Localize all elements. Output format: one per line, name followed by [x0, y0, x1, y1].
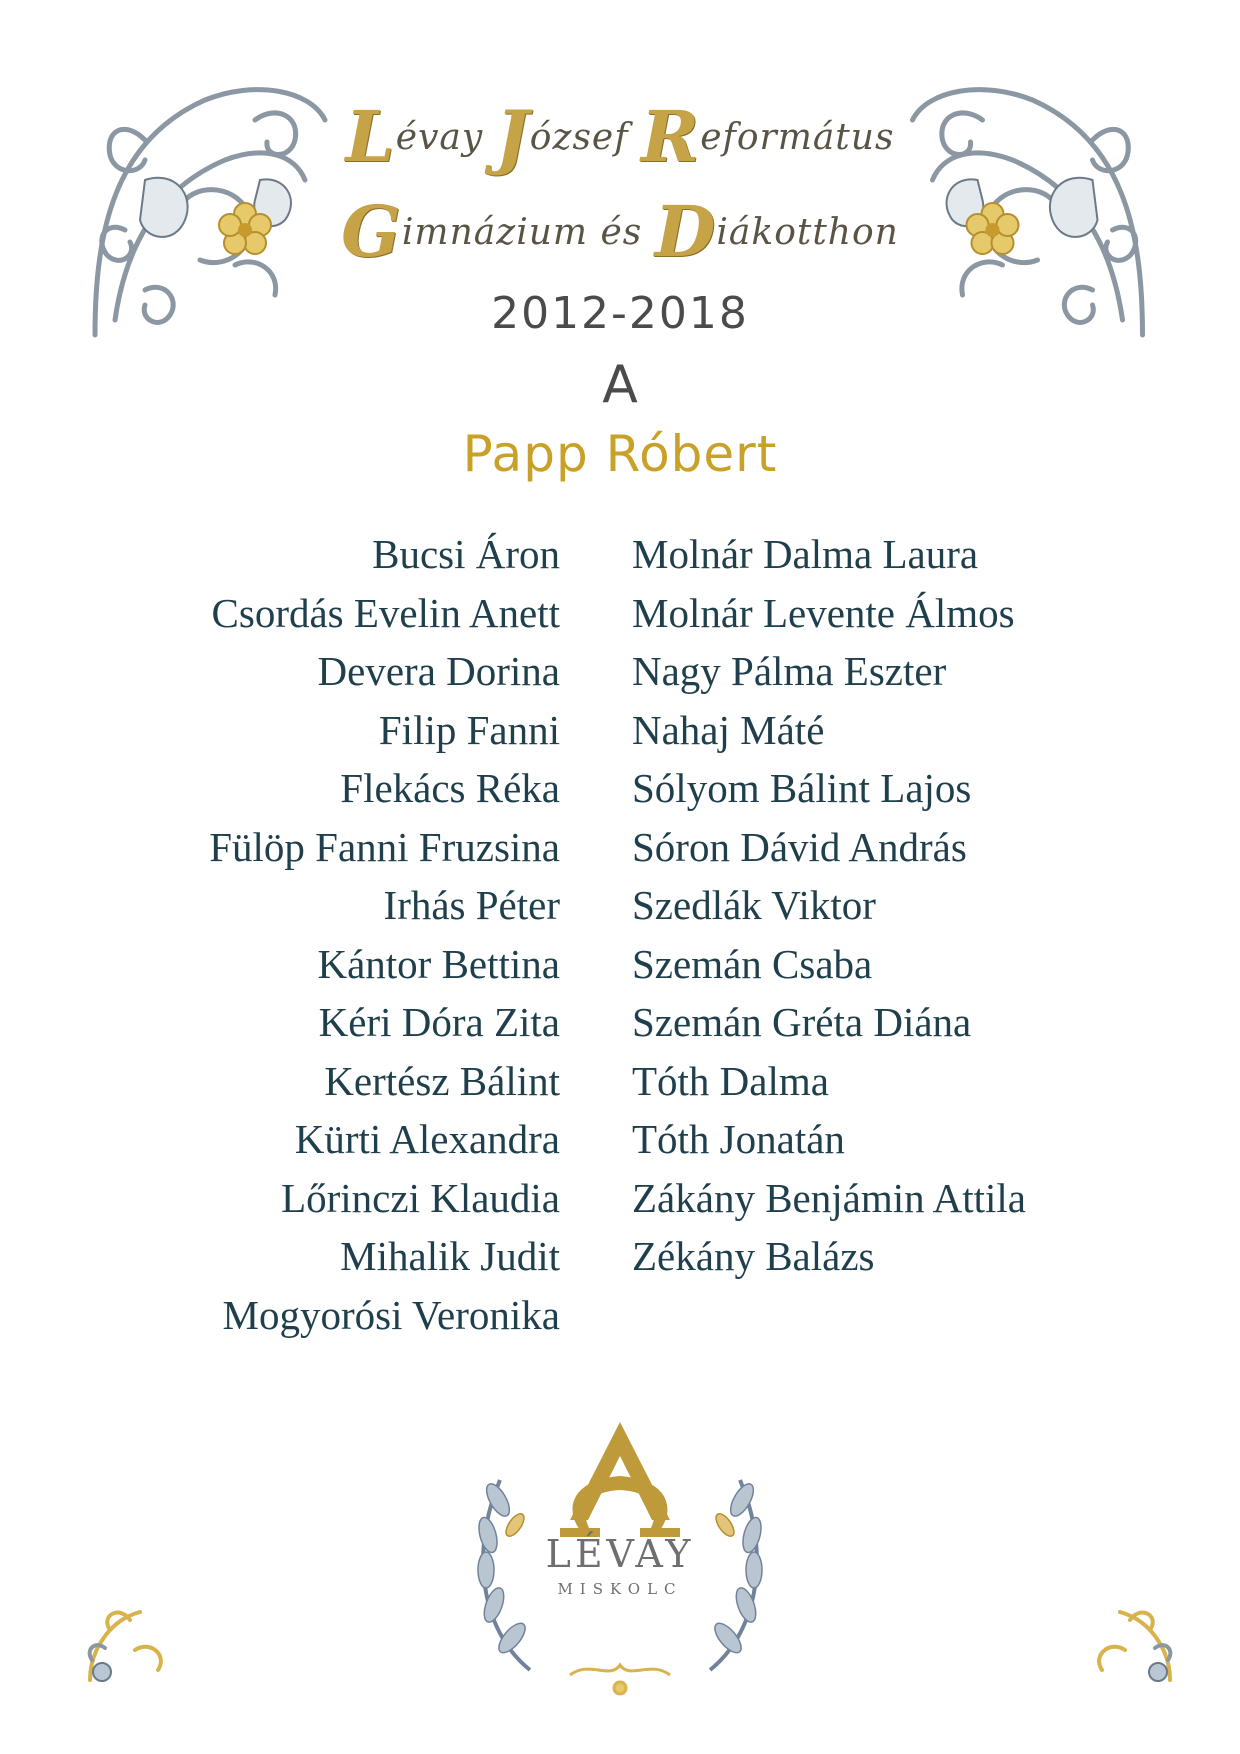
- word-diakotthon: iákotthon: [716, 212, 899, 253]
- student-name: Kéri Dóra Zita: [318, 999, 560, 1045]
- homeroom-teacher: Papp Róbert: [462, 425, 778, 483]
- initial-l: L: [345, 95, 396, 178]
- student-name: Molnár Levente Álmos: [632, 589, 1015, 636]
- school-name-line-2: [340, 190, 900, 273]
- student-name: Zákány Benjámin Attila: [632, 1174, 1026, 1221]
- word-gimnazium-es: imnázium és: [401, 212, 643, 253]
- student-name: Csordás Evelin Anett: [211, 589, 560, 636]
- word-reformatus: eformátus: [700, 117, 895, 158]
- student-name: Szemán Gréta Diána: [632, 999, 972, 1045]
- student-name: Mogyorósi Veronika: [222, 1291, 560, 1338]
- student-name: Zékány Balázs: [632, 1233, 875, 1279]
- student-name: Szedlák Viktor: [632, 882, 876, 928]
- emblem-subtitle: MISKOLC: [557, 1580, 683, 1598]
- initial-d: D: [654, 190, 717, 273]
- emblem-title: LÉVAY: [545, 1532, 695, 1576]
- corner-ornament-bottom-right-icon: [1085, 1600, 1180, 1690]
- student-name: Sólyom Bálint Lajos: [632, 765, 972, 811]
- bottom-flourish-icon: [570, 1665, 670, 1694]
- student-name: Flekács Réka: [340, 765, 560, 811]
- student-name: Filip Fanni: [378, 706, 560, 753]
- student-name: Sóron Dávid András: [632, 823, 967, 870]
- initial-j: J: [495, 95, 530, 178]
- word-jozsef: ózsef: [529, 117, 629, 158]
- initial-g: G: [341, 190, 402, 273]
- student-name: Mihalik Judit: [340, 1233, 560, 1279]
- student-name: Kertész Bálint: [324, 1057, 560, 1104]
- student-name: Lőrinczi Klaudia: [281, 1174, 560, 1221]
- student-name: Szemán Csaba: [632, 940, 873, 987]
- student-name: Kántor Bettina: [317, 940, 560, 987]
- initial-r: R: [641, 95, 701, 178]
- student-name: Irhás Péter: [383, 882, 560, 928]
- corner-ornament-bottom-left-icon: [80, 1600, 175, 1690]
- alpha-omega-icon: [560, 1422, 680, 1537]
- class-letter: A: [602, 355, 638, 415]
- student-name: Tóth Jonatán: [632, 1116, 845, 1162]
- school-name-line-1: [340, 95, 900, 178]
- student-name: Devera Dorina: [317, 648, 560, 694]
- student-name: Fülöp Fanni Fruzsina: [209, 823, 560, 870]
- student-name: Tóth Dalma: [632, 1057, 829, 1104]
- student-name: Molnár Dalma Laura: [632, 531, 979, 577]
- student-name: Bucsi Áron: [372, 531, 560, 577]
- class-years: 2012-2018: [491, 288, 749, 339]
- student-name: Nahaj Máté: [632, 706, 825, 753]
- word-levay: évay: [395, 117, 484, 158]
- student-list-right: [632, 525, 1092, 1286]
- student-name: Nagy Pálma Eszter: [632, 648, 947, 694]
- student-name: Kürti Alexandra: [294, 1116, 560, 1162]
- student-list-left: [160, 525, 560, 1344]
